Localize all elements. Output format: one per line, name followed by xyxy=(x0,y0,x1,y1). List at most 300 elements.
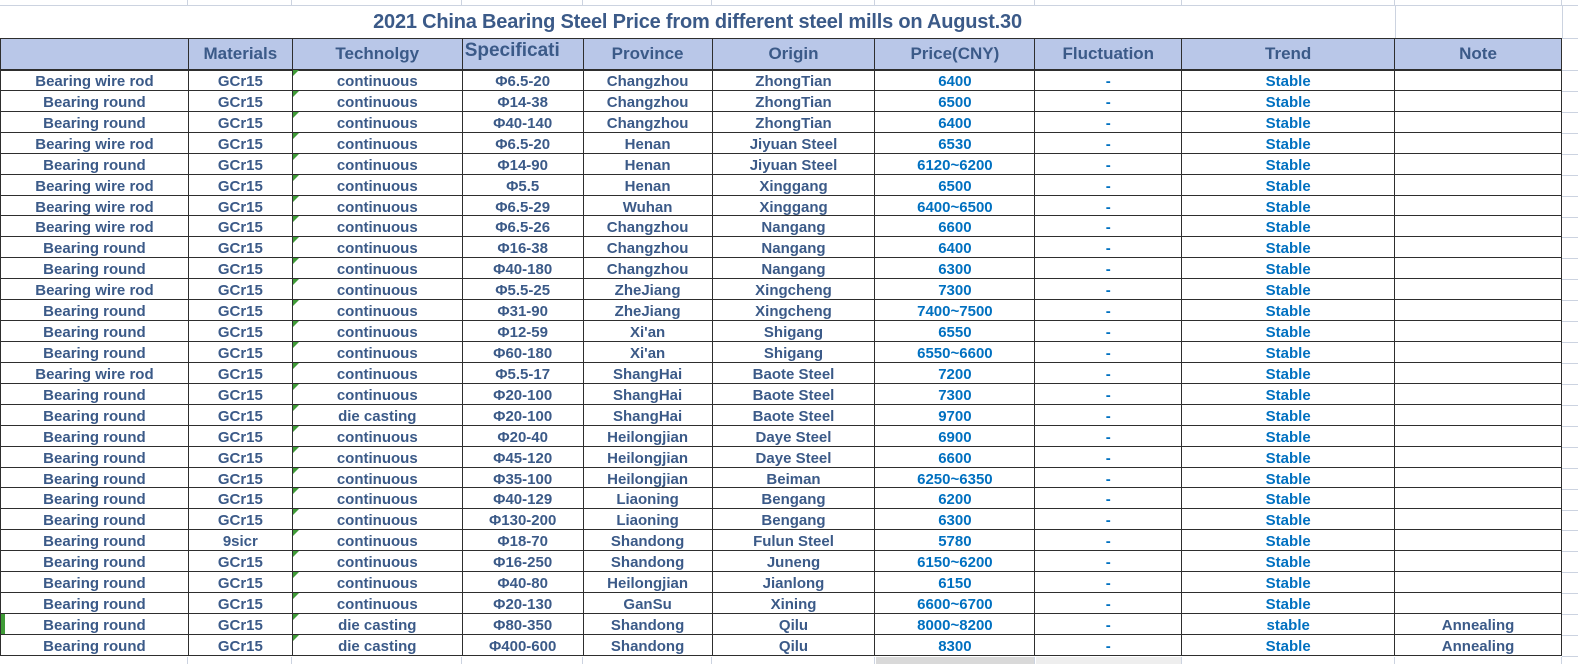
cell-origin[interactable] xyxy=(713,509,876,530)
cell-price[interactable] xyxy=(875,237,1035,258)
cell-materials[interactable] xyxy=(189,112,293,133)
cell-note[interactable] xyxy=(1395,175,1562,196)
cell-fluctuation[interactable] xyxy=(1035,614,1182,635)
cell-specification[interactable] xyxy=(463,279,584,300)
cell-price[interactable] xyxy=(875,405,1035,426)
cell-specification[interactable] xyxy=(463,551,584,572)
cell-note[interactable] xyxy=(1395,593,1562,614)
cell-materials[interactable] xyxy=(189,426,293,447)
header-cell-note[interactable]: Note xyxy=(1395,39,1562,71)
cell-price[interactable] xyxy=(875,384,1035,405)
header-cell-specification[interactable]: Specificati xyxy=(463,39,584,71)
cell-technology[interactable] xyxy=(293,614,463,635)
cell-note[interactable] xyxy=(1395,572,1562,593)
cell-fluctuation[interactable] xyxy=(1035,91,1182,112)
cell-note[interactable] xyxy=(1395,133,1562,154)
cell-origin[interactable] xyxy=(713,551,876,572)
cell-materials[interactable] xyxy=(189,635,293,656)
cell-materials[interactable] xyxy=(189,614,293,635)
header-cell-materials[interactable]: Materials xyxy=(189,39,293,71)
cell-origin[interactable] xyxy=(713,70,876,91)
cell-note[interactable] xyxy=(1395,509,1562,530)
cell-fluctuation[interactable] xyxy=(1035,175,1182,196)
cell-origin[interactable] xyxy=(713,405,876,426)
cell-materials[interactable] xyxy=(189,196,293,217)
header-cell-price[interactable]: Price(CNY) xyxy=(875,39,1035,71)
cell-fluctuation[interactable] xyxy=(1035,635,1182,656)
cell-technology[interactable] xyxy=(293,300,463,321)
cell-price[interactable] xyxy=(875,133,1035,154)
cell-fluctuation[interactable] xyxy=(1035,112,1182,133)
cell-trend[interactable] xyxy=(1182,70,1395,91)
cell-text: continuous xyxy=(336,261,418,279)
cell-trend[interactable] xyxy=(1182,154,1395,175)
cell-province[interactable] xyxy=(584,70,713,91)
cell-province[interactable] xyxy=(584,300,713,321)
cell-technology[interactable] xyxy=(293,447,463,468)
cell-trend[interactable] xyxy=(1182,530,1395,551)
cell-price[interactable] xyxy=(875,468,1035,489)
cell-origin[interactable] xyxy=(713,468,876,489)
cell-materials[interactable] xyxy=(189,258,293,279)
cell-technology[interactable] xyxy=(293,530,463,551)
cell-origin[interactable] xyxy=(713,196,876,217)
cell-price[interactable] xyxy=(875,572,1035,593)
cell-materials[interactable] xyxy=(189,279,293,300)
cell-technology[interactable] xyxy=(293,279,463,300)
cell-materials[interactable] xyxy=(189,175,293,196)
cell-product[interactable] xyxy=(1,363,189,384)
cell-specification[interactable] xyxy=(463,321,584,342)
header-cell-trend[interactable]: Trend xyxy=(1182,39,1395,71)
cell-product[interactable] xyxy=(1,154,189,175)
cell-origin[interactable] xyxy=(713,384,876,405)
cell-province[interactable] xyxy=(584,237,713,258)
cell-fluctuation[interactable] xyxy=(1035,530,1182,551)
cell-product[interactable] xyxy=(1,509,189,530)
cell-product[interactable] xyxy=(1,70,189,91)
cell-technology[interactable] xyxy=(293,509,463,530)
error-indicator-icon xyxy=(293,321,299,327)
cell-fluctuation[interactable] xyxy=(1035,258,1182,279)
cell-note[interactable] xyxy=(1395,530,1562,551)
cell-specification[interactable] xyxy=(463,468,584,489)
cell-province[interactable] xyxy=(584,91,713,112)
cell-specification[interactable] xyxy=(463,196,584,217)
cell-origin[interactable] xyxy=(713,300,876,321)
cell-materials[interactable] xyxy=(189,70,293,91)
header-cell-fluctuation[interactable]: Fluctuation xyxy=(1035,39,1182,71)
cell-specification[interactable] xyxy=(463,175,584,196)
cell-trend[interactable] xyxy=(1182,342,1395,363)
cell-note[interactable] xyxy=(1395,300,1562,321)
cell-technology[interactable] xyxy=(293,321,463,342)
cell-specification[interactable] xyxy=(463,530,584,551)
cell-fluctuation[interactable] xyxy=(1035,551,1182,572)
cell-fluctuation[interactable] xyxy=(1035,509,1182,530)
cell-specification[interactable] xyxy=(463,133,584,154)
cell-specification[interactable] xyxy=(463,91,584,112)
cell-note[interactable] xyxy=(1395,342,1562,363)
header-cell-origin[interactable]: Origin xyxy=(713,39,876,71)
cell-specification[interactable] xyxy=(463,216,584,237)
cell-materials[interactable] xyxy=(189,551,293,572)
empty-cell[interactable] xyxy=(1395,6,1563,38)
cell-origin[interactable] xyxy=(713,133,876,154)
sheet-title[interactable]: 2021 China Bearing Steel Price from different steel mills on August.30 xyxy=(0,6,1396,38)
cell-note[interactable] xyxy=(1395,196,1562,217)
cell-fluctuation[interactable] xyxy=(1035,154,1182,175)
cell-technology[interactable] xyxy=(293,133,463,154)
cell-price[interactable] xyxy=(875,258,1035,279)
cell-price[interactable] xyxy=(875,447,1035,468)
cell-specification[interactable] xyxy=(463,509,584,530)
cell-note[interactable] xyxy=(1395,405,1562,426)
cell-province[interactable] xyxy=(584,363,713,384)
cell-note[interactable] xyxy=(1395,216,1562,237)
cell-note[interactable] xyxy=(1395,237,1562,258)
cell-province[interactable] xyxy=(584,175,713,196)
cell-specification[interactable] xyxy=(463,593,584,614)
cell-origin[interactable] xyxy=(713,614,876,635)
cell-trend[interactable] xyxy=(1182,175,1395,196)
cell-technology[interactable] xyxy=(293,237,463,258)
cell-price[interactable] xyxy=(875,70,1035,91)
cell-origin[interactable] xyxy=(713,363,876,384)
cell-specification[interactable] xyxy=(463,384,584,405)
cell-province[interactable] xyxy=(584,112,713,133)
cell-specification[interactable] xyxy=(463,635,584,656)
cell-specification[interactable] xyxy=(463,405,584,426)
cell-product[interactable] xyxy=(1,488,189,509)
cell-province[interactable] xyxy=(584,530,713,551)
cell-price[interactable] xyxy=(875,196,1035,217)
cell-price[interactable] xyxy=(875,112,1035,133)
cell-technology[interactable] xyxy=(293,635,463,656)
cell-note[interactable] xyxy=(1395,154,1562,175)
cell-province[interactable] xyxy=(584,154,713,175)
cell-note[interactable] xyxy=(1395,363,1562,384)
cell-trend[interactable] xyxy=(1182,572,1395,593)
cell-technology[interactable] xyxy=(293,112,463,133)
cell-product[interactable] xyxy=(1,175,189,196)
cell-specification[interactable] xyxy=(463,572,584,593)
cell-note[interactable] xyxy=(1395,488,1562,509)
cell-technology[interactable] xyxy=(293,468,463,489)
cell-province[interactable] xyxy=(584,342,713,363)
cell-technology[interactable] xyxy=(293,488,463,509)
cell-province[interactable] xyxy=(584,635,713,656)
header-cell-technology[interactable]: Technolgy xyxy=(293,39,463,71)
cell-materials[interactable] xyxy=(189,237,293,258)
cell-fluctuation[interactable] xyxy=(1035,488,1182,509)
cell-technology[interactable] xyxy=(293,258,463,279)
cell-note[interactable] xyxy=(1395,426,1562,447)
cell-price[interactable] xyxy=(875,321,1035,342)
cell-province[interactable] xyxy=(584,405,713,426)
cell-price[interactable] xyxy=(875,175,1035,196)
cell-province[interactable] xyxy=(584,258,713,279)
cell-trend[interactable] xyxy=(1182,300,1395,321)
cell-technology[interactable] xyxy=(293,175,463,196)
cell-materials[interactable] xyxy=(189,468,293,489)
cell-technology[interactable] xyxy=(293,216,463,237)
cell-fluctuation[interactable] xyxy=(1035,279,1182,300)
cell-note[interactable] xyxy=(1395,279,1562,300)
cell-product[interactable] xyxy=(1,237,189,258)
cell-specification[interactable] xyxy=(463,614,584,635)
cell-technology[interactable] xyxy=(293,384,463,405)
cell-price[interactable] xyxy=(875,363,1035,384)
cell-price[interactable] xyxy=(875,91,1035,112)
cell-trend[interactable] xyxy=(1182,405,1395,426)
cell-technology[interactable] xyxy=(293,70,463,91)
cell-price[interactable] xyxy=(875,488,1035,509)
cell-specification[interactable] xyxy=(463,363,584,384)
cell-note[interactable] xyxy=(1395,91,1562,112)
cell-price[interactable] xyxy=(875,635,1035,656)
cell-note[interactable] xyxy=(1395,468,1562,489)
cell-product[interactable] xyxy=(1,133,189,154)
cell-materials[interactable] xyxy=(189,509,293,530)
cell-trend[interactable] xyxy=(1182,509,1395,530)
error-indicator-icon xyxy=(293,426,299,432)
cell-province[interactable] xyxy=(584,426,713,447)
cell-materials[interactable] xyxy=(189,216,293,237)
cell-price[interactable] xyxy=(875,154,1035,175)
cell-origin[interactable] xyxy=(713,635,876,656)
cell-origin[interactable] xyxy=(713,488,876,509)
cell-origin[interactable] xyxy=(713,426,876,447)
cell-product[interactable] xyxy=(1,614,189,635)
cell-fluctuation[interactable] xyxy=(1035,593,1182,614)
cell-product[interactable] xyxy=(1,384,189,405)
cell-fluctuation[interactable] xyxy=(1035,447,1182,468)
cell-price[interactable] xyxy=(875,614,1035,635)
cell-product[interactable] xyxy=(1,635,189,656)
cell-province[interactable] xyxy=(584,614,713,635)
cell-origin[interactable] xyxy=(713,279,876,300)
header-cell-product[interactable] xyxy=(1,39,189,71)
cell-trend[interactable] xyxy=(1182,258,1395,279)
cell-product[interactable] xyxy=(1,593,189,614)
cell-price[interactable] xyxy=(875,530,1035,551)
cell-product[interactable] xyxy=(1,468,189,489)
cell-trend[interactable] xyxy=(1182,593,1395,614)
cell-note[interactable] xyxy=(1395,635,1562,656)
cell-origin[interactable] xyxy=(713,91,876,112)
cell-product[interactable] xyxy=(1,300,189,321)
cell-province[interactable] xyxy=(584,321,713,342)
cell-specification[interactable] xyxy=(463,488,584,509)
cell-origin[interactable] xyxy=(713,237,876,258)
cell-note[interactable] xyxy=(1395,70,1562,91)
cell-trend[interactable] xyxy=(1182,363,1395,384)
cell-price[interactable] xyxy=(875,551,1035,572)
cell-fluctuation[interactable] xyxy=(1035,363,1182,384)
cell-product[interactable] xyxy=(1,258,189,279)
cell-price[interactable] xyxy=(875,426,1035,447)
cell-province[interactable] xyxy=(584,509,713,530)
cell-price[interactable] xyxy=(875,279,1035,300)
cell-province[interactable] xyxy=(584,551,713,572)
cell-materials[interactable] xyxy=(189,363,293,384)
cell-origin[interactable] xyxy=(713,447,876,468)
cell-fluctuation[interactable] xyxy=(1035,237,1182,258)
cell-note[interactable] xyxy=(1395,447,1562,468)
cell-text: Bearing round xyxy=(43,449,146,467)
cell-price[interactable] xyxy=(875,300,1035,321)
cell-fluctuation[interactable] xyxy=(1035,216,1182,237)
cell-province[interactable] xyxy=(584,572,713,593)
cell-price[interactable] xyxy=(875,593,1035,614)
cell-fluctuation[interactable] xyxy=(1035,321,1182,342)
cell-fluctuation[interactable] xyxy=(1035,468,1182,489)
cell-origin[interactable] xyxy=(713,154,876,175)
cell-technology[interactable] xyxy=(293,342,463,363)
cell-note[interactable] xyxy=(1395,321,1562,342)
cell-product[interactable] xyxy=(1,530,189,551)
cell-technology[interactable] xyxy=(293,154,463,175)
cell-technology[interactable] xyxy=(293,426,463,447)
cell-note[interactable] xyxy=(1395,258,1562,279)
cell-specification[interactable] xyxy=(463,154,584,175)
cell-trend[interactable] xyxy=(1182,551,1395,572)
cell-technology[interactable] xyxy=(293,593,463,614)
cell-note[interactable] xyxy=(1395,551,1562,572)
cell-origin[interactable] xyxy=(713,593,876,614)
cell-fluctuation[interactable] xyxy=(1035,384,1182,405)
cell-price[interactable] xyxy=(875,216,1035,237)
cell-specification[interactable] xyxy=(463,70,584,91)
cell-materials[interactable] xyxy=(189,91,293,112)
cell-materials[interactable] xyxy=(189,321,293,342)
cell-specification[interactable] xyxy=(463,112,584,133)
cell-fluctuation[interactable] xyxy=(1035,572,1182,593)
cell-product[interactable] xyxy=(1,196,189,217)
cell-note[interactable] xyxy=(1395,384,1562,405)
cell-technology[interactable] xyxy=(293,572,463,593)
cell-origin[interactable] xyxy=(713,572,876,593)
cell-fluctuation[interactable] xyxy=(1035,133,1182,154)
cell-text: continuous xyxy=(336,177,418,195)
cell-province[interactable] xyxy=(584,488,713,509)
cell-trend[interactable] xyxy=(1182,468,1395,489)
header-cell-province[interactable]: Province xyxy=(584,39,713,71)
cell-price[interactable] xyxy=(875,342,1035,363)
error-indicator-icon xyxy=(293,237,299,243)
cell-specification[interactable] xyxy=(463,300,584,321)
cell-materials[interactable] xyxy=(189,133,293,154)
cell-note[interactable] xyxy=(1395,614,1562,635)
cell-technology[interactable] xyxy=(293,363,463,384)
cell-materials[interactable] xyxy=(189,154,293,175)
cell-product[interactable] xyxy=(1,551,189,572)
cell-specification[interactable] xyxy=(463,342,584,363)
cell-trend[interactable] xyxy=(1182,321,1395,342)
cell-fluctuation[interactable] xyxy=(1035,300,1182,321)
cell-specification[interactable] xyxy=(463,447,584,468)
cell-trend[interactable] xyxy=(1182,237,1395,258)
cell-fluctuation[interactable] xyxy=(1035,342,1182,363)
cell-fluctuation[interactable] xyxy=(1035,196,1182,217)
cell-fluctuation[interactable] xyxy=(1035,405,1182,426)
cell-trend[interactable] xyxy=(1182,91,1395,112)
cell-trend[interactable] xyxy=(1182,635,1395,656)
cell-fluctuation[interactable] xyxy=(1035,426,1182,447)
cell-province[interactable] xyxy=(584,384,713,405)
cell-materials[interactable] xyxy=(189,447,293,468)
cell-trend[interactable] xyxy=(1182,133,1395,154)
cell-materials[interactable] xyxy=(189,405,293,426)
cell-origin[interactable] xyxy=(713,175,876,196)
cell-province[interactable] xyxy=(584,196,713,217)
cell-note[interactable] xyxy=(1395,112,1562,133)
cell-technology[interactable] xyxy=(293,405,463,426)
cell-specification[interactable] xyxy=(463,426,584,447)
cell-trend[interactable] xyxy=(1182,614,1395,635)
cell-price[interactable] xyxy=(875,509,1035,530)
cell-technology[interactable] xyxy=(293,196,463,217)
cell-trend[interactable] xyxy=(1182,196,1395,217)
cell-origin[interactable] xyxy=(713,112,876,133)
cell-materials[interactable] xyxy=(189,384,293,405)
cell-trend[interactable] xyxy=(1182,447,1395,468)
cell-materials[interactable] xyxy=(189,300,293,321)
cell-fluctuation[interactable] xyxy=(1035,70,1182,91)
cell-materials[interactable] xyxy=(189,593,293,614)
cell-materials[interactable] xyxy=(189,342,293,363)
cell-materials[interactable] xyxy=(189,488,293,509)
cell-province[interactable] xyxy=(584,279,713,300)
cell-product[interactable] xyxy=(1,91,189,112)
cell-origin[interactable] xyxy=(713,321,876,342)
cell-materials[interactable] xyxy=(189,572,293,593)
cell-trend[interactable] xyxy=(1182,216,1395,237)
cell-origin[interactable] xyxy=(713,342,876,363)
cell-product[interactable] xyxy=(1,279,189,300)
cell-specification[interactable] xyxy=(463,237,584,258)
cell-product[interactable] xyxy=(1,321,189,342)
cell-province[interactable] xyxy=(584,447,713,468)
cell-province[interactable] xyxy=(584,593,713,614)
cell-origin[interactable] xyxy=(713,258,876,279)
cell-materials[interactable] xyxy=(189,530,293,551)
cell-product[interactable] xyxy=(1,342,189,363)
cell-product[interactable] xyxy=(1,426,189,447)
cell-product[interactable] xyxy=(1,112,189,133)
cell-province[interactable] xyxy=(584,216,713,237)
cell-province[interactable] xyxy=(584,133,713,154)
cell-text: continuous xyxy=(336,198,418,216)
cell-trend[interactable] xyxy=(1182,112,1395,133)
cell-product[interactable] xyxy=(1,447,189,468)
cell-product[interactable] xyxy=(1,405,189,426)
cell-origin[interactable] xyxy=(713,216,876,237)
cell-product[interactable] xyxy=(1,216,189,237)
cell-trend[interactable] xyxy=(1182,279,1395,300)
cell-text: 9sicr xyxy=(222,533,258,551)
cell-product[interactable] xyxy=(1,572,189,593)
cell-trend[interactable] xyxy=(1182,488,1395,509)
cell-province[interactable] xyxy=(584,468,713,489)
cell-technology[interactable] xyxy=(293,91,463,112)
cell-specification[interactable] xyxy=(463,258,584,279)
cell-trend[interactable] xyxy=(1182,426,1395,447)
cell-origin[interactable] xyxy=(713,530,876,551)
cell-technology[interactable] xyxy=(293,551,463,572)
cell-trend[interactable] xyxy=(1182,384,1395,405)
